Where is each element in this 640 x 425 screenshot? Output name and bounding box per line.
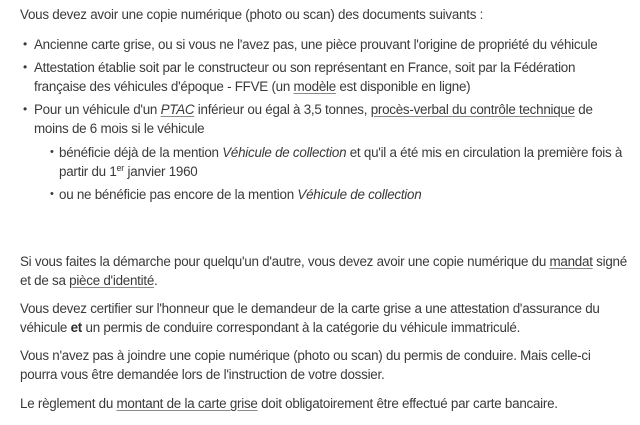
emphasis-and: et	[70, 320, 83, 335]
payment-paragraph	[20, 394, 558, 413]
sublist-item-not-collection	[34, 185, 630, 204]
intro-text: Vous devez avoir une copie numérique (photo ou scan) des documents suivants :	[20, 7, 484, 22]
list-item-text-middle: inférieur ou égal à 3,5 tonnes,	[194, 102, 371, 117]
paragraph-text-end: doit obligatoirement être effectué par carte bancaire.	[257, 396, 558, 411]
list-item-text: Ancienne carte grise, ou si vous ne l'avez pas, une pièce prouvant l'origine de propriété du véhicule	[34, 37, 598, 52]
registration-fee-link[interactable]: montant de la carte grise	[116, 396, 258, 411]
list-item-technical-inspection	[20, 100, 630, 204]
paragraph-text: Vous devez certifier sur l'honneur que le demandeur de la carte grise a une attestation d'assurance du véhicule	[20, 301, 600, 335]
mandate-paragraph	[20, 252, 630, 290]
list-item-text: Attestation établie soit par le constructeur ou son représentant en France, soit par la Fédération française des véhicules d'époque - FFVE (un	[34, 60, 576, 94]
certification-paragraph	[20, 299, 630, 337]
list-item-old-registration	[20, 35, 630, 54]
paragraph-text: Le règlement du	[20, 396, 117, 411]
sublist-item-text: ou ne bénéficie pas encore de la mention	[59, 187, 298, 202]
sublist-item-text: bénéficie déjà de la mention	[59, 145, 223, 160]
ordinal-suffix: er	[116, 163, 125, 173]
collection-mention: Véhicule de collection	[222, 145, 347, 160]
required-documents-list	[20, 35, 630, 208]
collection-mention: Véhicule de collection	[297, 187, 422, 202]
paragraph-text: Si vous faites la démarche pour quelqu'un d'autre, vous devez avoir une copie numérique du	[20, 254, 550, 269]
sublist-item-text-middle: et qu'il a été mis en circulation la première fois à partir du 1	[59, 145, 623, 179]
list-item-text-end: de moins de 6 mois si le véhicule	[34, 102, 593, 136]
license-paragraph: Vous n'avez pas à joindre une copie numérique (photo ou scan) du permis de conduire. Mais celle-ci pourra vous être demandée lors de l'instruction de votre dossier.	[20, 348, 591, 382]
paragraph-text-end: un permis de conduire correspondant à la catégorie du véhicule immatriculé.	[82, 320, 521, 335]
list-item-text-end: est disponible en ligne)	[335, 79, 471, 94]
mandate-link[interactable]: mandat	[549, 254, 593, 269]
paragraph-text-middle: signé et de sa	[20, 254, 627, 288]
sublist-item-collection-registered	[34, 143, 630, 181]
ptac-link[interactable]: PTAC	[160, 102, 195, 117]
identity-document-link[interactable]: pièce d'identité	[69, 273, 155, 288]
paragraph-text-end: .	[154, 273, 158, 288]
list-item-attestation	[20, 58, 630, 96]
list-item-text: Pour un véhicule d'un	[34, 102, 161, 117]
technical-inspection-link[interactable]: procès-verbal du contrôle technique	[370, 102, 575, 117]
sublist-item-text-end: janvier 1960	[124, 164, 198, 179]
model-link[interactable]: modèle	[293, 79, 336, 94]
vehicle-conditions-sublist	[34, 143, 630, 204]
